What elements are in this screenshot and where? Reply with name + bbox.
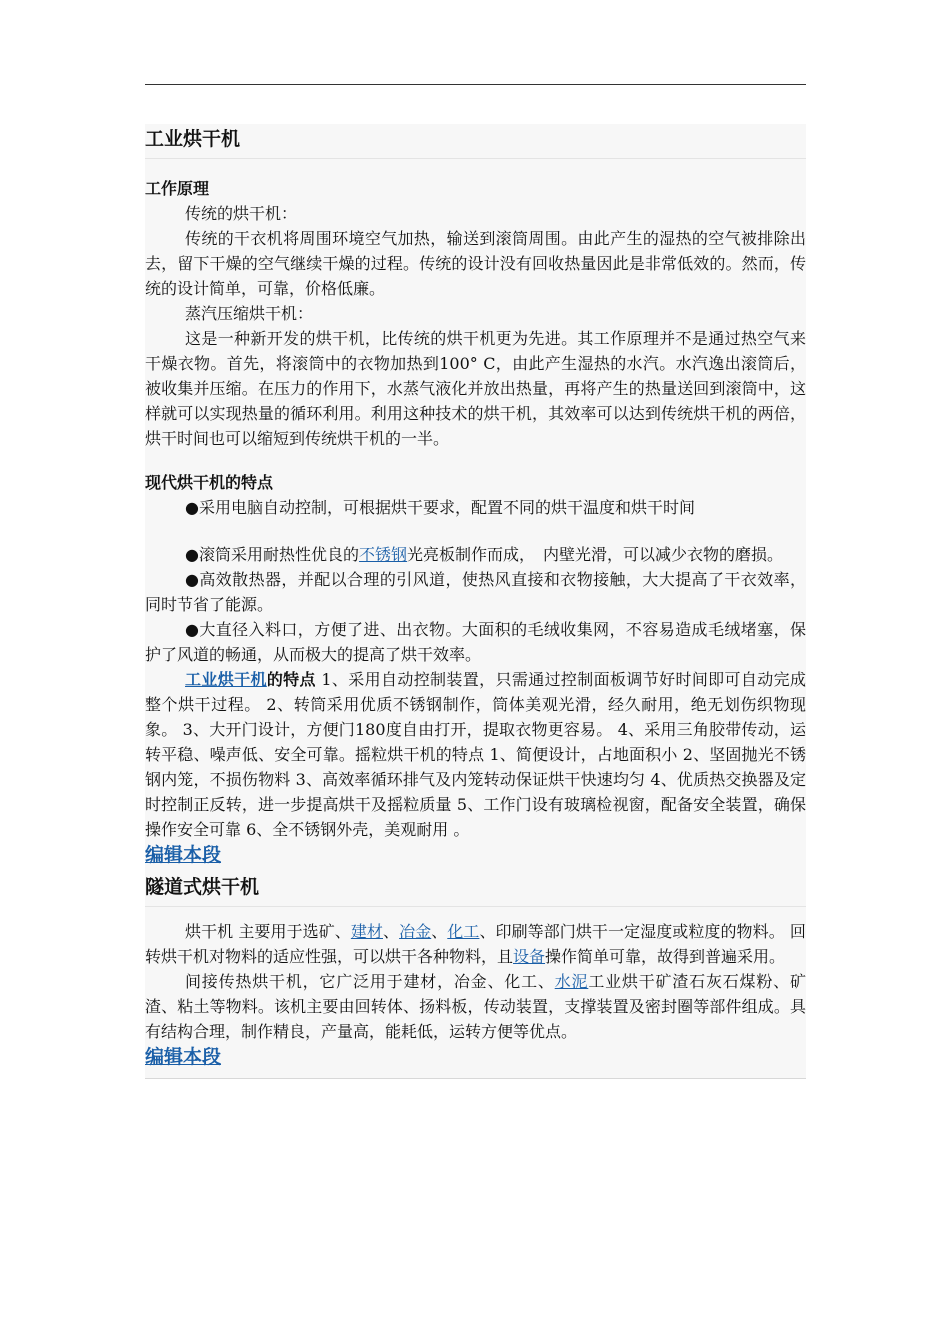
metallurgy-link[interactable]: 冶金 bbox=[399, 922, 432, 941]
section-title: 隧道式烘干机 bbox=[145, 874, 806, 907]
subsection-heading: 现代烘干机的特点 bbox=[145, 473, 274, 492]
paragraph bbox=[145, 969, 806, 1044]
section-title: 工业烘干机 bbox=[145, 124, 806, 159]
text-span: 操作简单可靠，故得到普遍采用。 bbox=[545, 947, 786, 966]
stainless-steel-link[interactable]: 不锈钢 bbox=[358, 545, 407, 564]
feature-item: ●采用电脑自动控制，可根据烘干要求，配置不同的烘干温度和烘干时间 bbox=[185, 498, 695, 517]
paragraph: 蒸汽压缩烘干机： bbox=[185, 304, 314, 323]
equipment-link[interactable]: 设备 bbox=[513, 947, 546, 966]
chemical-link[interactable]: 化工 bbox=[447, 922, 480, 941]
feature-item bbox=[145, 667, 806, 842]
text-span: 间接传热烘干机，它广泛用于建材，冶金、化工、 bbox=[185, 972, 555, 991]
text-span: 、印刷等部门烘干一定湿度或粒度的物料。 回转烘干机对物料的适应性强，可以烘干各种物料，且 bbox=[145, 922, 806, 966]
article-body bbox=[145, 124, 806, 1079]
paragraph: 传统的烘干机： bbox=[185, 204, 298, 223]
paragraph: 传统的干衣机将周围环境空气加热，输送到滚筒周围。由此产生的湿热的空气被排除出去，留下干燥的空气继续干燥的过程。传统的设计没有回收热量因此是非常低效的。然而，传统的设计简单，可靠，价格低廉。 bbox=[145, 229, 806, 298]
edit-section-link[interactable]: 编辑本段 bbox=[145, 844, 222, 866]
paragraph bbox=[145, 919, 806, 969]
feature-text: ●滚筒采用耐热性优良的 bbox=[185, 545, 359, 564]
bottom-divider bbox=[145, 1078, 806, 1079]
edit-section-link[interactable]: 编辑本段 bbox=[145, 1046, 222, 1068]
subsection-heading: 工作原理 bbox=[145, 179, 210, 198]
feature-text: 光亮板制作而成， 内壁光滑，可以减少衣物的磨损。 bbox=[406, 545, 783, 564]
feature-text: 1、采用自动控制装置，只需通过控制面板调节好时间即可自动完成整个烘干过程。 2、转筒采用优质不锈钢制作，筒体美观光滑，经久耐用，绝无划伤织物现象。 3、大开门设计，方便门180度自由打开，提取衣物更容易。 4、采用三角胶带传动，运转平稳、噪声低、安全可靠。摇粒烘干机的特点 1、简便设计，占地面积小 2、坚固抛光不锈钢内笼，不损伤物料 3、高效率循环排气及内笼转动保证烘干快速均匀 4、优质热交换器及定时控制正反转，进一步提高烘干及摇粒质量 5、工作门设有玻璃检视窗，配备安全装置，确保操作安全可靠 6、全不锈钢外壳，美观耐用 。 bbox=[145, 670, 806, 839]
paragraph: 这是一种新开发的烘干机，比传统的烘干机更为先进。其工作原理并不是通过热空气来干燥衣物。首先，将滚筒中的衣物加热到100° C，由此产生湿热的水汽。水汽逸出滚筒后，被收集并压缩。在压力的作用下，水蒸气液化并放出热量，再将产生的热量送回到滚筒中，这样就可以实现热量的循环利用。利用这种技术的烘干机，其效率可以达到传统烘干机的两倍，烘干时间也可以缩短到传统烘干机的一半。 bbox=[145, 329, 806, 448]
feature-item: ●高效散热器，并配以合理的引风道，使热风直接和衣物接触，大大提高了干衣效率，同时节省了能源。 bbox=[145, 570, 806, 614]
text-span: 工业烘干矿渣石灰石煤粉、矿渣、粘土等物料。该机主要由回转体、扬料板，传动装置，支撑装置及密封圈等部件组成。具有结构合理，制作精良，产量高，能耗低，运转方便等优点。 bbox=[145, 972, 806, 1041]
text-span: 烘干机 主要用于选矿、 bbox=[185, 922, 351, 941]
text-span: 、 bbox=[383, 922, 400, 941]
industrial-dryer-link[interactable]: 工业烘干机 bbox=[185, 670, 267, 689]
feature-item: ●大直径入料口，方便了进、出衣物。大面积的毛绒收集网，不容易造成毛绒堵塞，保护了风道的畅通，从而极大的提高了烘干效率。 bbox=[145, 620, 806, 664]
text-span: 、 bbox=[431, 922, 448, 941]
feature-item bbox=[145, 542, 806, 567]
building-materials-link[interactable]: 建材 bbox=[350, 922, 383, 941]
feature-label: 的特点 bbox=[266, 670, 316, 689]
cement-link[interactable]: 水泥 bbox=[554, 972, 589, 991]
top-divider bbox=[145, 84, 806, 85]
